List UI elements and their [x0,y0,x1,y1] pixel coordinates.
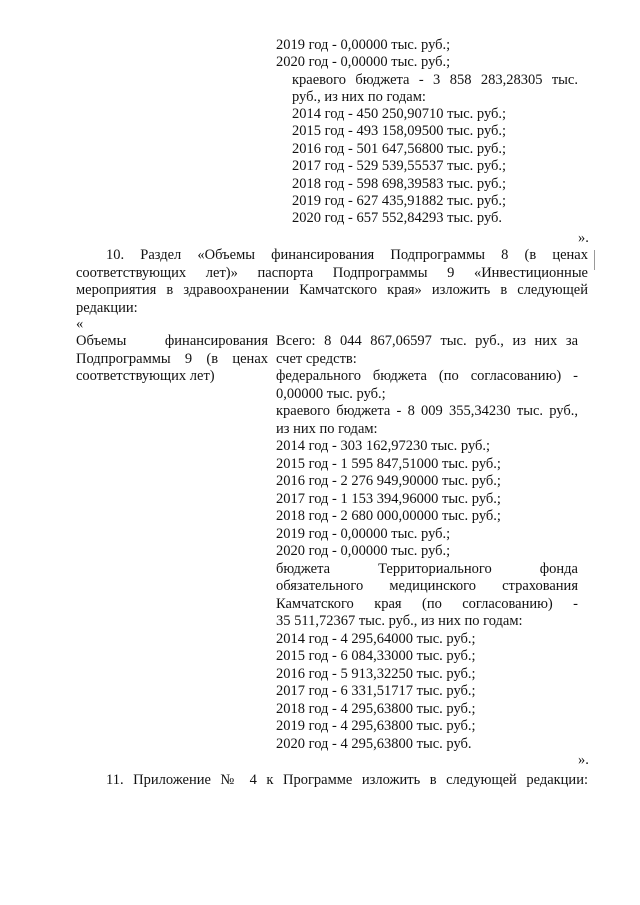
krai-year-line: 2019 год - 0,00000 тыс. руб.; [276,525,451,542]
scan-artifact-line [594,250,595,270]
fund-line: бюджета Территориального фонда [276,560,578,577]
fund-year-line: 2017 год - 6 331,51717 тыс. руб.; [276,683,476,699]
right-intro-line: счет средств: [276,350,357,367]
table-left-cell [76,333,268,386]
right-intro-line: 0,00000 тыс. руб.; [276,385,386,402]
top-krai-2017: 2017 год - 529 539,55537 тыс. руб.; [292,158,507,174]
fund-year-line: 2019 год - 4 295,63800 тыс. руб.; [276,718,476,734]
item-10-line: редакции: [76,299,138,316]
top-krai-2020: 2020 год - 657 552,84293 тыс. руб. [292,210,503,226]
fund-year-line: 2014 год - 4 295,64000 тыс. руб.; [276,630,476,647]
fund-year-line: 2018 год - 4 295,63800 тыс. руб.; [276,700,476,717]
item-10-line: мероприятия в здравоохранении Камчатского края» изложить в следующей [76,282,588,298]
top-closing-quote: ». [578,230,589,246]
top-krai-2015: 2015 год - 493 158,09500 тыс. руб.; [292,123,507,139]
krai-year-line: 2020 год - 0,00000 тыс. руб.; [276,543,451,559]
top-krai-line-1: краевого бюджета - 3 858 283,28305 тыс. [292,72,578,88]
left-cell-line: Подпрограммы 9 (в ценах [76,350,268,367]
top-krai-line-2: руб., из них по годам: [292,89,426,105]
top-krai-2018: 2018 год - 598 698,39583 тыс. руб.; [292,176,507,192]
item-11-line: 11. Приложение № 4 к Программе изложить в следующей редакции: [106,772,588,788]
fund-line: обязательного медицинского страхования [276,578,578,594]
krai-year-line: 2014 год - 303 162,97230 тыс. руб.; [276,438,491,454]
right-intro-line: федерального бюджета (по согласованию) - [276,368,578,384]
krai-year-line: 2018 год - 2 680 000,00000 тыс. руб.; [276,508,501,524]
top-krai-2016: 2016 год - 501 647,56800 тыс. руб.; [292,141,507,157]
left-cell-line: Объемы финансирования [76,333,268,349]
table-open-quote: « [76,316,84,332]
item-10-paragraph [76,247,588,317]
right-intro-line: Всего: 8 044 867,06597 тыс. руб., из них за [276,333,578,349]
top-line-2020: 2020 год - 0,00000 тыс. руб.; [276,54,451,70]
krai-year-line: 2016 год - 2 276 949,90000 тыс. руб.; [276,473,501,489]
item-10-line: 10. Раздел «Объемы финансирования Подпрограммы 8 (в ценах [106,247,588,263]
top-line-2019: 2019 год - 0,00000 тыс. руб.; [276,37,451,53]
fund-year-line: 2016 год - 5 913,32250 тыс. руб.; [276,665,476,682]
top-krai-2019: 2019 год - 627 435,91882 тыс. руб.; [292,193,507,209]
left-cell-line: соответствующих лет) [76,368,215,384]
krai-year-line: 2015 год - 1 595 847,51000 тыс. руб.; [276,455,501,472]
table-closing-quote: ». [578,752,589,768]
fund-year-line: 2015 год - 6 084,33000 тыс. руб.; [276,648,476,664]
right-intro-line: из них по годам: [276,420,378,437]
right-intro-line: краевого бюджета - 8 009 355,34230 тыс. руб., [276,403,578,419]
top-krai-2014: 2014 год - 450 250,90710 тыс. руб.; [292,106,507,122]
fund-year-line: 2020 год - 4 295,63800 тыс. руб. [276,735,472,752]
item-10-line: соответствующих лет)» паспорта Подпрограммы 9 «Инвестиционные [76,264,588,281]
krai-year-line: 2017 год - 1 153 394,96000 тыс. руб.; [276,490,501,507]
table-right-cell [276,333,578,753]
fund-line: Камчатского края (по согласованию) - [276,595,578,612]
fund-line: 35 511,72367 тыс. руб., из них по годам: [276,613,523,629]
